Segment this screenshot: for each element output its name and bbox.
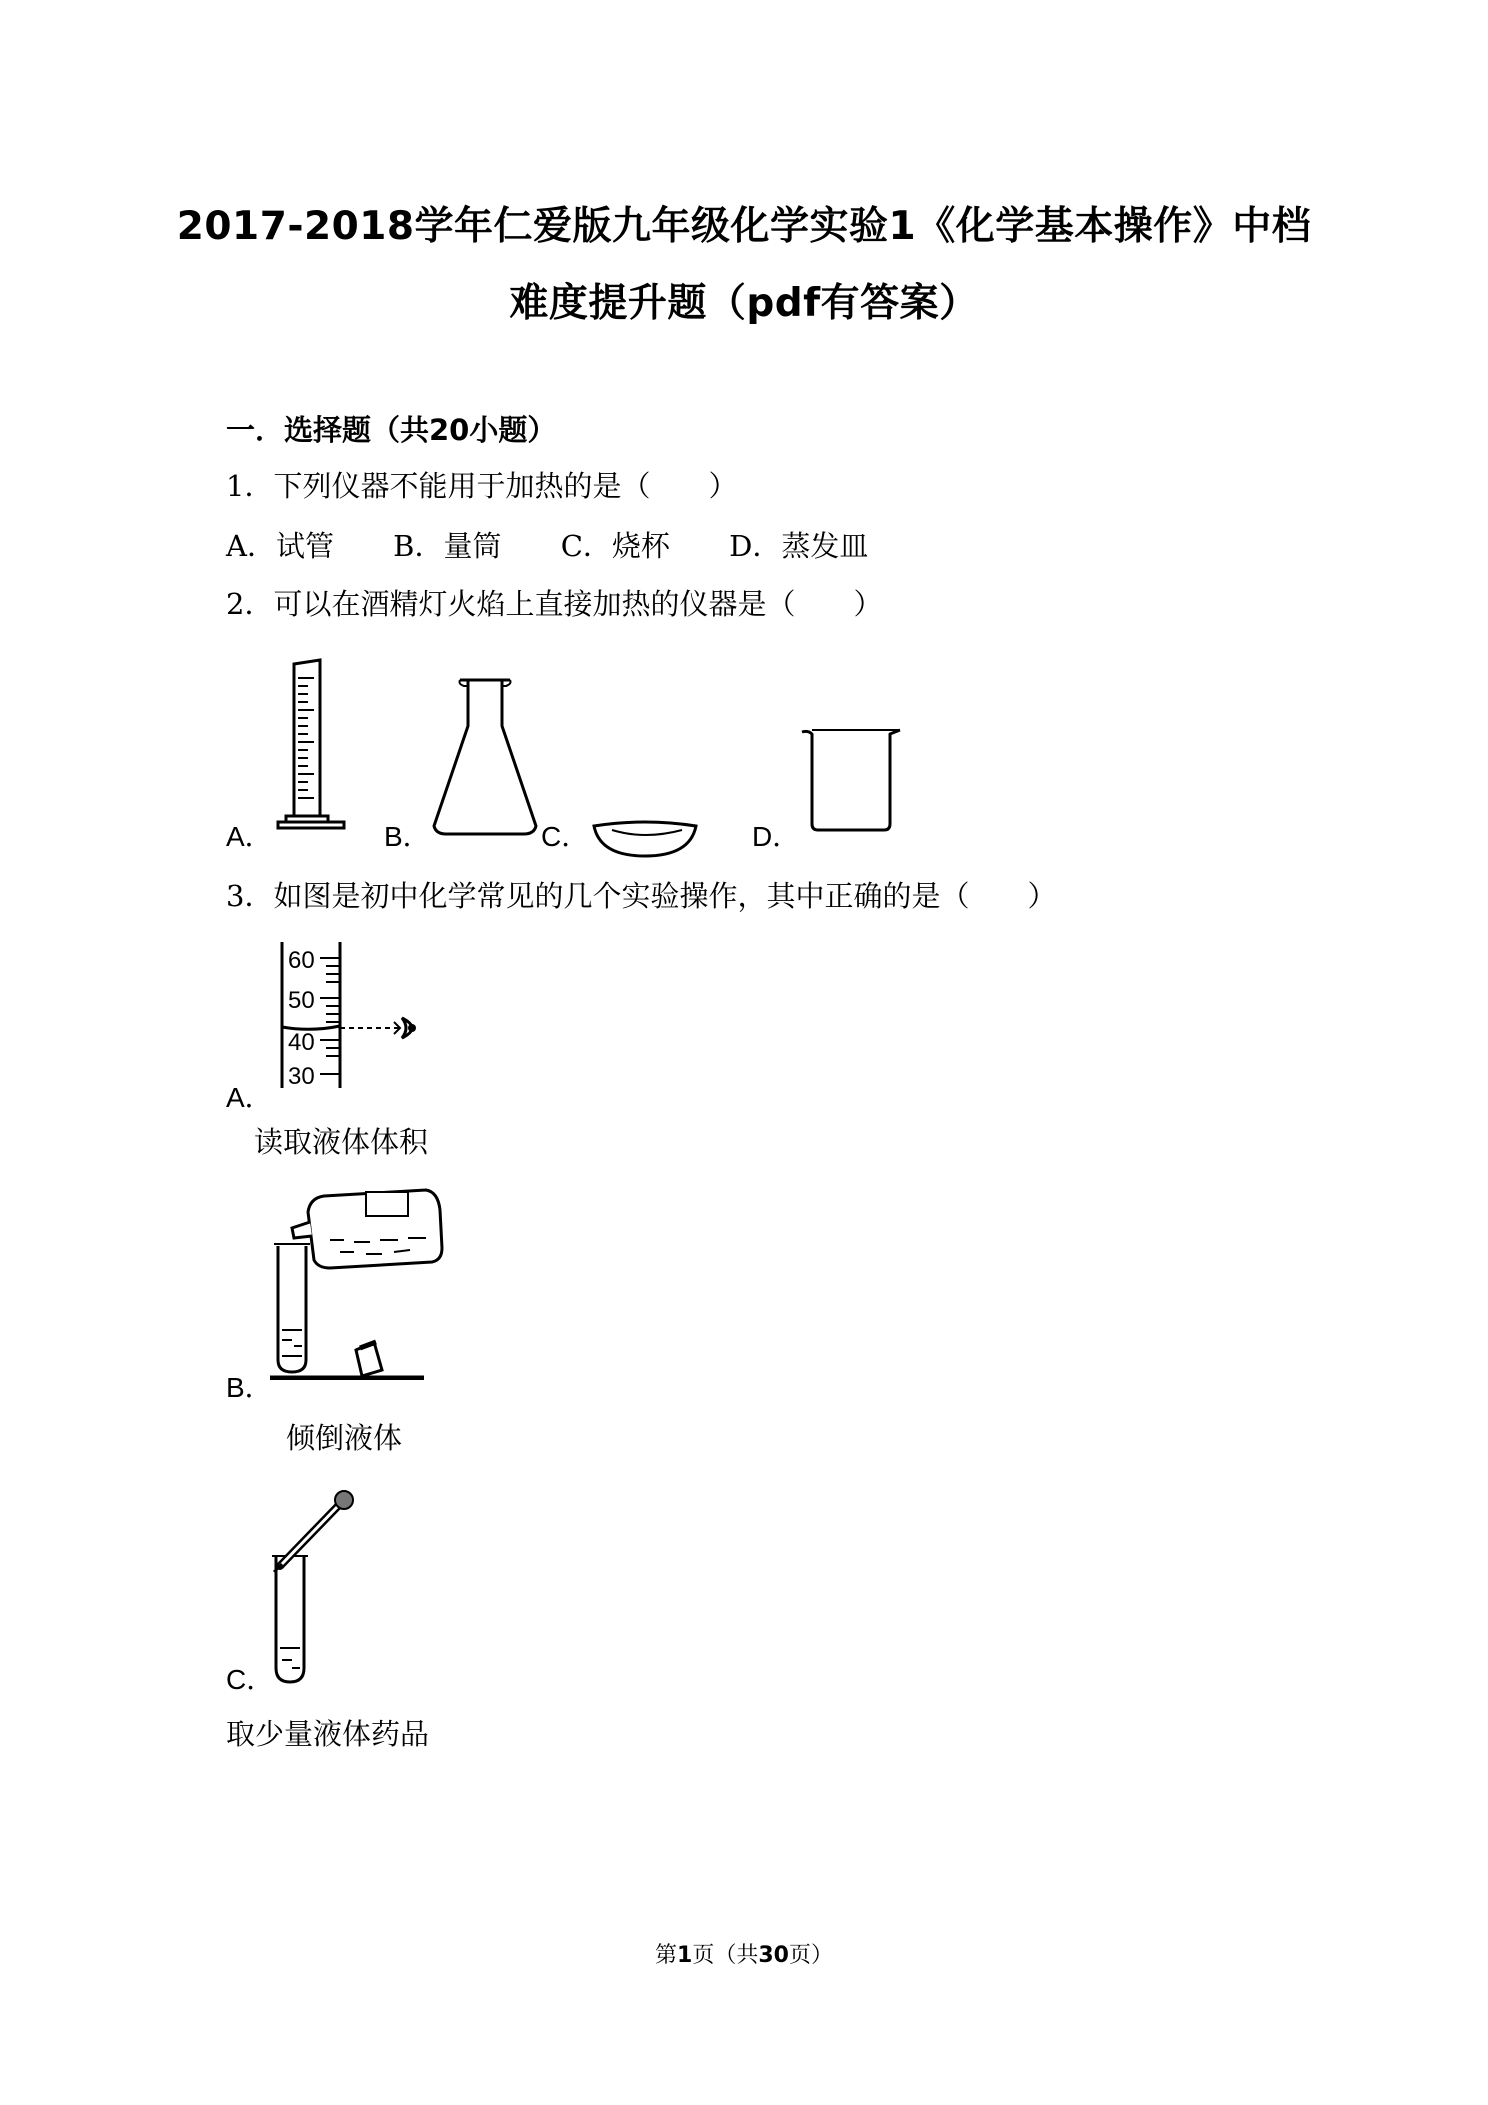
q2-option-c-letter: C． xyxy=(541,821,590,852)
section-heading: 一．选择题（共20小题） xyxy=(226,413,557,447)
q3-option-a-caption: 读取液体体积 xyxy=(254,1125,429,1159)
graduated-cylinder-reading-figure xyxy=(276,940,436,1090)
question-1-stem: 1．下列仪器不能用于加热的是（ ） xyxy=(226,469,738,503)
title-line-1: 2017-2018学年仁爱版九年级化学实验1《化学基本操作》中档 xyxy=(176,204,1312,249)
scale-label-40: 40 xyxy=(288,1029,315,1056)
scale-label-30: 30 xyxy=(288,1063,315,1090)
q2-option-a-letter: A． xyxy=(226,821,273,852)
q3-option-b-letter: B． xyxy=(226,1372,273,1403)
option-c: C．烧杯 xyxy=(560,529,670,563)
conical-flask-figure xyxy=(430,676,540,841)
footer-suffix: 页） xyxy=(788,1943,833,1968)
dropper-test-tube-figure xyxy=(270,1488,360,1688)
question-2-stem: 2．可以在酒精灯火焰上直接加热的仪器是（ ） xyxy=(226,587,883,621)
q2-option-b-letter: B． xyxy=(384,821,431,852)
title-line-2: 难度提升题（pdf有答案） xyxy=(509,281,979,326)
q3-option-b-caption: 倾倒液体 xyxy=(286,1421,403,1455)
evaporating-dish-figure xyxy=(590,816,700,861)
scale-label-50: 50 xyxy=(288,987,315,1014)
q2-option-d-letter: D． xyxy=(752,821,801,852)
page-footer xyxy=(0,1938,1488,1969)
question-3-stem: 3．如图是初中化学常见的几个实验操作，其中正确的是（ ） xyxy=(226,879,1057,913)
footer-prefix: 第 xyxy=(655,1943,678,1968)
option-a: A．试管 xyxy=(226,529,334,563)
footer-total-pages: 30 xyxy=(758,1943,789,1968)
q3-option-c-caption: 取少量液体药品 xyxy=(226,1717,430,1751)
q3-option-a-letter: A． xyxy=(226,1082,273,1113)
beaker-figure xyxy=(800,726,910,836)
footer-page-number: 1 xyxy=(677,1943,693,1968)
graduated-cylinder-figure xyxy=(276,658,356,833)
footer-mid: 页（共 xyxy=(692,1943,759,1968)
question-1-options xyxy=(226,524,918,565)
q3-option-c-letter: C． xyxy=(226,1664,275,1695)
option-d: D．蒸发皿 xyxy=(729,529,869,563)
scale-label-60: 60 xyxy=(288,947,315,974)
pouring-liquid-figure xyxy=(270,1180,450,1380)
option-b: B．量筒 xyxy=(393,529,502,563)
